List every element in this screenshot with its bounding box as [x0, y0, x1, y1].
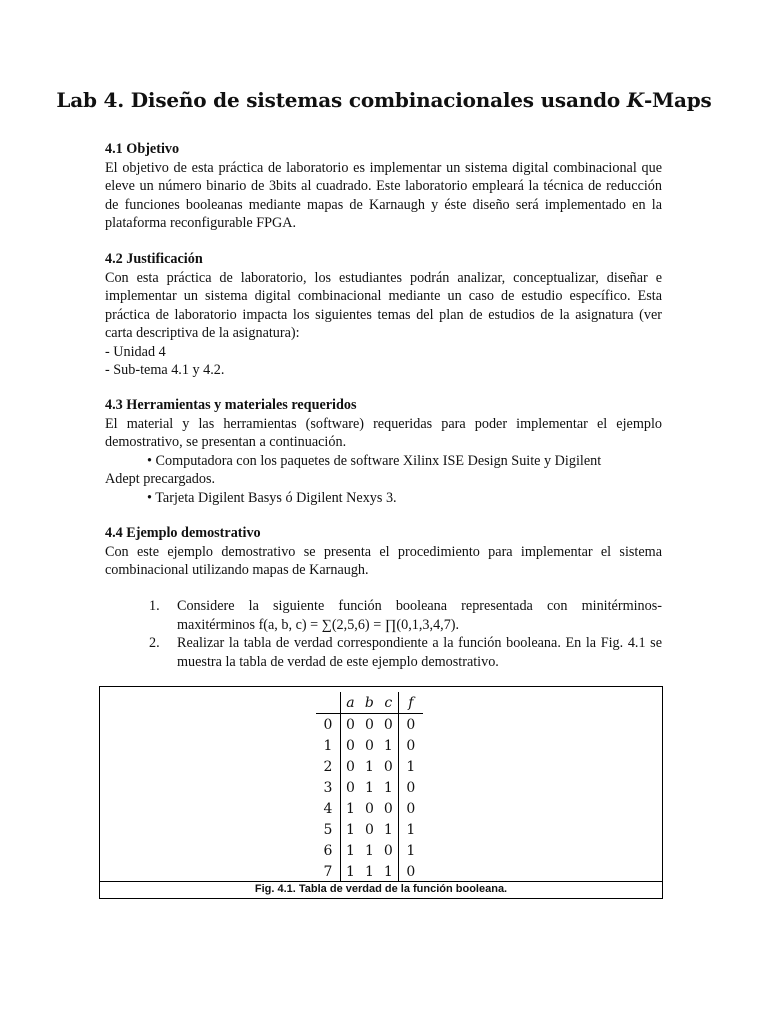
- table-cell: 0: [316, 714, 341, 736]
- table-row: [316, 756, 423, 777]
- table-cell: 0: [383, 842, 393, 859]
- table-cell: 0: [398, 861, 423, 882]
- table-cell: 1: [383, 737, 393, 754]
- title-suffix: -Maps: [643, 88, 712, 112]
- table-cell: 0: [360, 714, 379, 736]
- table-cell: 0: [398, 798, 423, 819]
- table-cell: 3: [316, 777, 341, 798]
- list-item: [105, 597, 662, 634]
- table-cell: 1: [346, 800, 355, 817]
- table-cell: 0: [346, 737, 355, 754]
- section-paragraph: El material y las herramientas (software) requeridas para poder implementar el ejemplo demostrativo, se presentan a continuación.: [105, 415, 662, 450]
- table-cell: 6: [316, 840, 341, 861]
- table-cell: 2: [316, 756, 341, 777]
- table-cell: 0: [341, 714, 360, 736]
- table-cell: 1: [383, 821, 393, 838]
- table-header-cell: [316, 692, 341, 714]
- table-cell: 1: [316, 735, 341, 756]
- table-cell: 1: [364, 842, 374, 859]
- table-cell: 0: [398, 777, 423, 798]
- table-header-row: [316, 692, 423, 714]
- section-heading: 4.1 Objetivo: [105, 141, 180, 157]
- bullet-continuation: Adept precargados.: [105, 471, 216, 487]
- figure-caption: Fig. 4.1. Tabla de verdad de la función booleana.: [100, 881, 662, 898]
- table-cell: 0: [398, 714, 423, 736]
- table-cell: 0: [346, 779, 355, 796]
- section-herramientas: [105, 396, 662, 507]
- table-cell: 1: [346, 821, 355, 838]
- list-text: Considere la siguiente función booleana representada con minitérminos-maxitérminos f(a, b, c) = ∑(2,5,6) = ∏(0,1,3,4,7).: [177, 598, 662, 633]
- table-row: [316, 777, 423, 798]
- table-row: [316, 798, 423, 819]
- truth-table: [316, 692, 423, 882]
- section-paragraph: El objetivo de esta práctica de laboratorio es implementar un sistema digital combinacional que eleve un número binario de 3bits al cuadrado. Este laboratorio empleará la técnica de reducción de funciones booleanas mediante mapas de Karnaugh y éste diseño será implementado en la plataforma reconfigurable FPGA.: [105, 159, 662, 231]
- section-heading: 4.2 Justificación: [105, 251, 203, 267]
- table-row: [316, 819, 423, 840]
- title-italic: K: [626, 88, 644, 112]
- section-justificacion: [105, 250, 662, 380]
- table-cell: 1: [346, 842, 355, 859]
- table-cell: 0: [364, 737, 374, 754]
- list-number: 2.: [149, 635, 160, 651]
- section-paragraph: Con este ejemplo demostrativo se presenta el procedimiento para implementar el sistema combinacional utilizando mapas de Karnaugh.: [105, 543, 662, 578]
- table-cell: 1: [398, 840, 423, 861]
- list-item: [105, 634, 662, 671]
- table-row: [316, 840, 423, 861]
- page-title: [0, 88, 768, 112]
- table-row: [316, 735, 423, 756]
- section-objetivo: [105, 140, 662, 233]
- list-number: 1.: [149, 598, 160, 614]
- table-cell: 1: [364, 863, 374, 880]
- section-paragraph: Con esta práctica de laboratorio, los estudiantes podrán analizar, conceptualizar, diseñar e implementar un sistema digital combinacional mediante un caso de estudio específico. Esta práctica de laboratorio impacta los siguientes temas del plan de estudios de la asignatura (ver carta descriptiva de la asignatura):: [105, 269, 662, 341]
- table-header-cell: a: [341, 692, 360, 714]
- section-ejemplo: [105, 524, 662, 580]
- table-cell: 1: [383, 863, 393, 880]
- bullet-item: • Computadora con los paquetes de software Xilinx ISE Design Suite y Digilent: [147, 452, 602, 469]
- table-cell: 0: [383, 758, 393, 775]
- steps-list: [105, 597, 662, 671]
- list-text: Realizar la tabla de verdad correspondiente a la función booleana. En la Fig. 4.1 se muestra la tabla de verdad de este ejemplo demostrativo.: [177, 635, 662, 670]
- table-cell: 0: [364, 821, 374, 838]
- table-cell: 7: [316, 861, 341, 882]
- table-cell: 0: [379, 714, 398, 736]
- table-cell: 0: [383, 800, 393, 817]
- table-cell: 1: [346, 863, 355, 880]
- table-cell: 4: [316, 798, 341, 819]
- table-row: [316, 861, 423, 882]
- table-cell: 1: [398, 819, 423, 840]
- list-item: - Sub-tema 4.1 y 4.2.: [105, 362, 225, 378]
- table-cell: 1: [364, 779, 374, 796]
- table-cell: 1: [398, 756, 423, 777]
- table-header-cell: b: [360, 692, 379, 714]
- table-cell: 0: [346, 758, 355, 775]
- table-header-cell: f: [398, 692, 423, 714]
- table-cell: 0: [398, 735, 423, 756]
- bullet-item: • Tarjeta Digilent Basys ó Digilent Nexys 3.: [147, 489, 397, 506]
- title-text: Lab 4. Diseño de sistemas combinacionales usando: [56, 88, 627, 112]
- table-cell: 1: [364, 758, 374, 775]
- table-cell: 5: [316, 819, 341, 840]
- table-header-cell: c: [379, 692, 398, 714]
- table-cell: 0: [364, 800, 374, 817]
- table-row: [316, 714, 423, 736]
- table-cell: 1: [383, 779, 393, 796]
- list-item: - Unidad 4: [105, 343, 166, 360]
- section-heading: 4.3 Herramientas y materiales requeridos: [105, 397, 357, 413]
- section-heading: 4.4 Ejemplo demostrativo: [105, 525, 261, 541]
